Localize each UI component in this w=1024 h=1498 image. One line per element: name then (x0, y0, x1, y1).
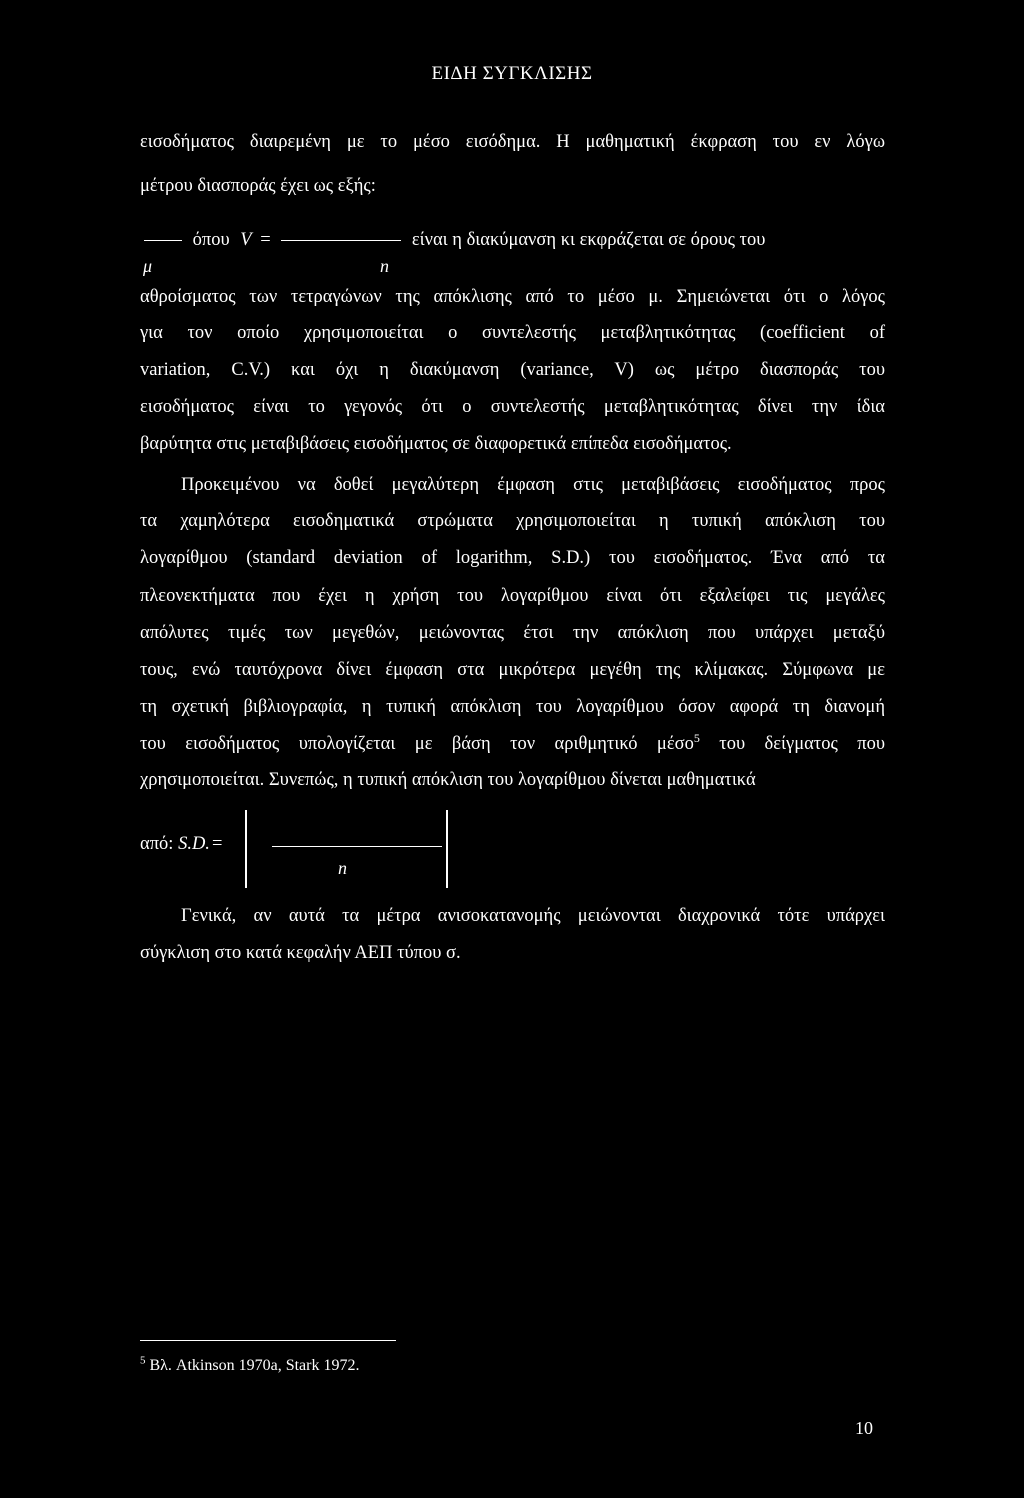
footnote-separator (140, 1340, 396, 1341)
formula-opou: όπου (192, 230, 230, 250)
text-line: τους, ενώ ταυτόχρονα δίνει έμφαση στα μικρότερα μεγέθη της κλίμακας. Σύμφωνα με (140, 660, 885, 680)
text-line: χρησιμοποιείται. Συνεπώς, η τυπική απόκλιση του λογαρίθμου δίνεται μαθηματικά (140, 770, 756, 790)
fraction-bar (144, 240, 182, 241)
formula-text: είναι η διακύμανση κι εκφράζεται σε όρους του (411, 230, 766, 250)
footnote-text: Βλ. Atkinson 1970a, Stark 1972. (145, 1357, 360, 1374)
variance-symbol: V (240, 230, 252, 250)
text-line: σύγκλιση στο κατά κεφαλήν ΑΕΠ τύπου σ. (140, 943, 461, 963)
text-line: λογαρίθμου (standard deviation of logarithm, S.D.) του εισοδήματος. Ένα από τα (140, 548, 885, 568)
running-header: ΕΙΔΗ ΣΥΓΚΛΙΣΗΣ (431, 63, 593, 84)
formula-line (144, 230, 889, 251)
equals-sign: = (260, 230, 271, 250)
abs-bar-right (446, 810, 448, 888)
n-denominator: n (338, 858, 347, 878)
text-line: αθροίσματος των τετραγώνων της απόκλισης από το μέσο μ. Σημειώνεται ότι ο λόγος (140, 287, 885, 307)
abs-bar-left (245, 810, 247, 888)
text-line: εισοδήματος διαιρεμένη με το μέσο εισόδημα. Η μαθηματική έκφραση του εν λόγω (140, 132, 885, 152)
equals-sign: = (211, 834, 223, 854)
sd-symbol: S.D. (178, 834, 210, 854)
footnote-ref: 5 (693, 730, 700, 745)
text-line: πλεονεκτήματα που έχει η χρήση του λογαρίθμου είναι ότι εξαλείφει τις μεγάλες (140, 586, 885, 606)
text-line: τα χαμηλότερα εισοδηματικά στρώματα χρησιμοποιείται η τυπική απόκλιση του (140, 511, 885, 531)
text-line: βαρύτητα στις μεταβιβάσεις εισοδήματος σε διαφορετικά επίπεδα εισοδήματος. (140, 434, 732, 454)
fraction-bar (272, 846, 442, 847)
text-line: Προκειμένου να δοθεί μεγαλύτερη έμφαση στις μεταβιβάσεις εισοδήματος προς (181, 475, 885, 495)
page-number: 10 (855, 1418, 873, 1438)
text-line: απόλυτες τιμές των μεγεθών, μειώνοντας έτσι την απόκλιση που υπάρχει μεταξύ (140, 623, 885, 643)
apo-label: από: (140, 834, 179, 854)
text-line: Γενικά, αν αυτά τα μέτρα ανισοκατανομής μειώνονται διαχρονικά τότε υπάρχει (181, 906, 885, 926)
footnote (140, 1354, 360, 1375)
text-line: μέτρου διασποράς έχει ως εξής: (140, 176, 376, 196)
text-line-with-footnote (140, 730, 885, 755)
text-segment: του δείγματος που (699, 734, 885, 754)
fraction-bar (281, 240, 401, 241)
mu-symbol: μ (143, 256, 153, 276)
text-line: για τον οποίο χρησιμοποιείται ο συντελεστής μεταβλητικότητας (coefficient of (140, 323, 885, 343)
n-denominator: n (380, 256, 389, 276)
formula-sd-label (140, 834, 222, 855)
text-line: variation, C.V.) και όχι η διακύμανση (variance, V) ως μέτρο διασποράς του (140, 360, 885, 380)
text-line: εισοδήματος είναι το γεγονός ότι ο συντελεστής μεταβλητικότητας δίνει την ίδια (140, 397, 885, 417)
text-segment: του εισοδήματος υπολογίζεται με βάση τον αριθμητικό μέσο (140, 734, 694, 754)
formula-sd (140, 810, 540, 890)
footnote-marker: 5 (140, 1354, 146, 1367)
text-line: τη σχετική βιβλιογραφία, η τυπική απόκλιση του λογαρίθμου όσον αφορά τη διανομή (140, 697, 885, 717)
